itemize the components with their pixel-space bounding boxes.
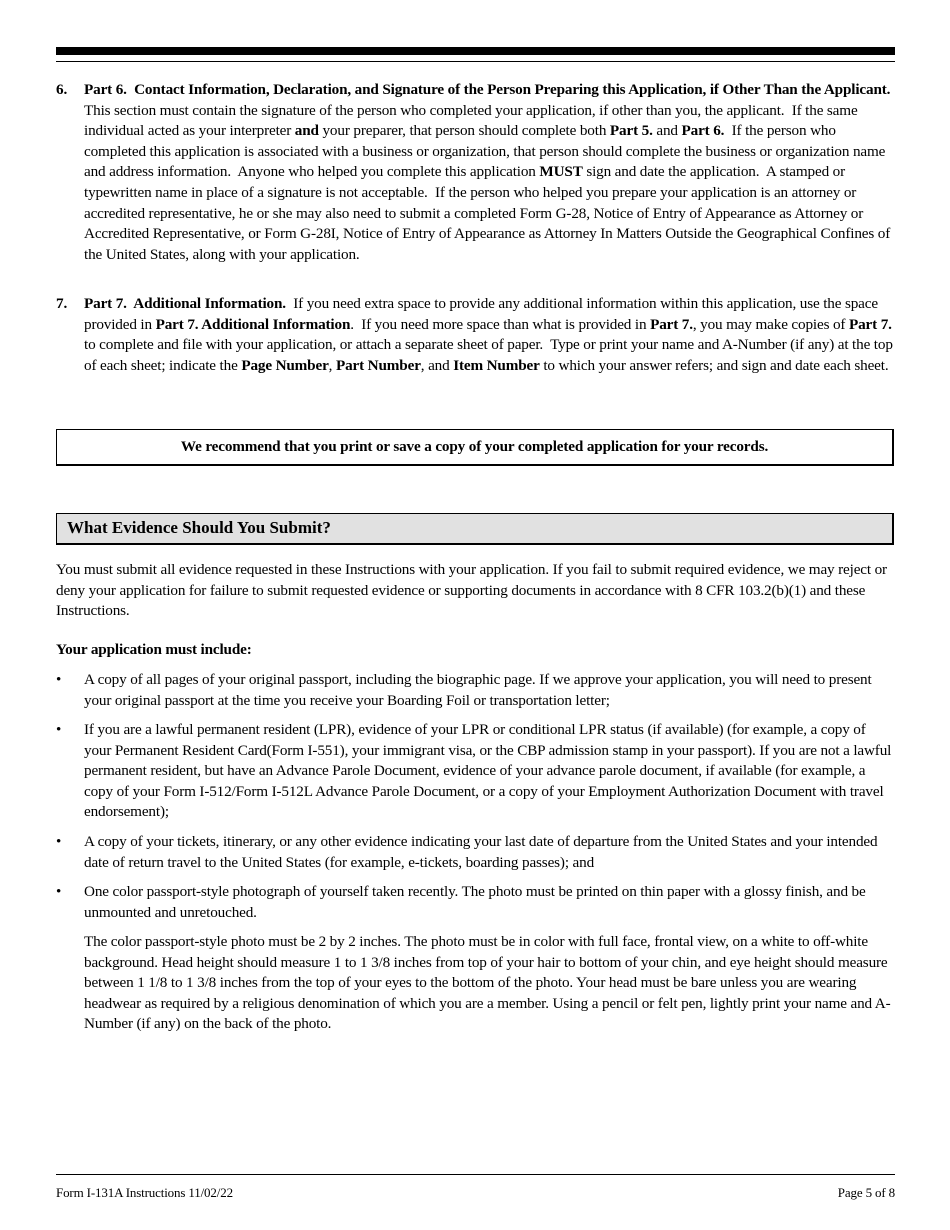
- text-run: This section must contain the signature of the person who completed your application, if other than you, the applicant. If the same individual acted as your interpreter: [84, 81, 898, 140]
- bold-text-run: Item Number: [453, 356, 540, 374]
- evidence-intro-paragraph: You must submit all evidence requested in these Instructions with your application. If you fail to submit required evidence, we may reject or deny your application for failure to submit requested evidence or supporting documents in accordance with 8 CFR 103.2(b)(1) and these Instructions.: [56, 561, 887, 620]
- bold-text-run: Part 6. Contact Information, Declaration, and Signature of the Person Preparing this Application, if Other Than the Applicant.: [84, 81, 891, 98]
- text-run: to which your answer refers; and sign and date each sheet.: [539, 356, 889, 374]
- bullet-icon: •: [56, 833, 62, 850]
- text-run: sign and date the application. A stamped or typewritten name in place of a signature is not acceptable. If the person who helped you prepare your application is an attorney or accredited representative, he or she may also need to submit a completed Form G-28, Notice of Entry of Appearance as Attorney or Accredited Representative, or Form G-28I, Notice of Entry of Appearance as Attorney In Matters Outside the Geographical Confines of the United States, along with your application.: [84, 163, 894, 263]
- header-thin-rule: [56, 61, 895, 62]
- item-number: 7.: [56, 295, 68, 312]
- text-run: , and: [420, 356, 454, 374]
- text-run: . If you need more space than what is provided in: [350, 315, 651, 333]
- bullet-icon: •: [56, 671, 62, 688]
- bold-text-run: Part Number: [335, 356, 421, 374]
- document-page: [56, 0, 898, 1230]
- bold-text-run: Part 7. Additional Information: [155, 315, 351, 333]
- evidence-bullet-photo: [56, 882, 895, 923]
- text-run: to complete and file with your application, or attach a separate sheet of paper. Type or print your name and A-Number (if any) at the top of each sheet; indicate the: [84, 315, 897, 374]
- photo-requirements-paragraph: The color passport-style photo must be 2 by 2 inches. The photo must be in color with full face, frontal view, on a white to off-white background. Head height should measure 1 to 1 3/8 inches from top of your hair to bottom of your chin, and eye height should measure between 1 1/8 to 1 3/8 inches from the top of your eyes to the bottom of the photo. Your head must be bare unless you are wearing headwear as required by a religious denomination of which you are a member. Using a pencil or felt pen, lightly print your name and A-Number (if any) on the back of the photo.: [84, 933, 891, 1033]
- bullet-text: A copy of all pages of your original passport, including the biographic page. If we approve your application, you will need to present your original passport at the time you receive your Boarding Foil or transportation letter;: [84, 671, 872, 709]
- bold-text-run: and: [294, 122, 319, 140]
- bold-text-run: Part 5.: [609, 122, 653, 140]
- section-header-evidence: [56, 513, 894, 545]
- bold-text-run: Part 7.: [650, 315, 693, 333]
- text-run: ,: [328, 356, 336, 374]
- recommendation-notice-box: [56, 429, 894, 466]
- bold-text-run: Part 6.: [681, 122, 725, 140]
- header-thick-bar: [56, 47, 895, 55]
- footer-page-number: Page 5 of 8: [837, 1185, 895, 1200]
- section-title: What Evidence Should You Submit?: [67, 518, 331, 538]
- bullet-icon: •: [56, 721, 62, 738]
- evidence-bullet-passport: [56, 670, 895, 711]
- item-body: [84, 294, 895, 376]
- text-run: If you need extra space to provide any additional information within this application, use the space provided in: [84, 295, 882, 333]
- item-number: 6.: [56, 81, 68, 98]
- bullet-icon: •: [56, 883, 62, 900]
- bullet-text: One color passport-style photograph of yourself taken recently. The photo must be printed on thin paper with a glossy finish, and be unmounted and unretouched.: [84, 883, 866, 921]
- bold-text-run: Page Number: [241, 356, 329, 374]
- evidence-subheading: Your application must include:: [56, 641, 252, 658]
- text-run: , you may make copies of: [692, 315, 849, 333]
- footer-rule: [56, 1174, 895, 1175]
- text-run: your preparer, that person should complete both: [318, 122, 610, 140]
- text-run: and: [652, 122, 682, 140]
- evidence-bullet-lpr-status: [56, 720, 895, 823]
- footer-form-label: Form I-131A Instructions 11/02/22: [56, 1185, 233, 1200]
- bullet-text: If you are a lawful permanent resident (LPR), evidence of your LPR or conditional LPR status (if available) (for example, a copy of your Permanent Resident Card(Form I-551), your immigrant visa, or the CBP admission stamp in your passport). If you are not a lawful permanent resident, but have an Advance Parole Document, evidence of your advance parole document, if available (for example, a copy of your Form I-512/Form I-512L Advance Parole Document, or a copy of your Employment Authorization Document with travel endorsement);: [84, 721, 892, 821]
- instruction-item-part-7: [56, 294, 895, 376]
- text-run: If the person who completed this application is associated with a business or organization, that person should complete the business or organization name and address information. Anyone who helped you complete this application: [84, 122, 889, 181]
- bold-text-run: MUST: [539, 163, 583, 181]
- bold-text-run: Part 7. Additional Information.: [84, 295, 286, 312]
- evidence-bullet-tickets: [56, 832, 895, 873]
- item-body: [84, 80, 898, 265]
- bold-text-run: Part 7.: [848, 315, 892, 333]
- bullet-text: A copy of your tickets, itinerary, or any other evidence indicating your last date of departure from the United States and your intended date of return travel to the United States (for example, e-tickets, boarding passes); and: [84, 833, 878, 871]
- instruction-item-part-6: [56, 80, 898, 265]
- recommendation-notice-text: We recommend that you print or save a copy of your completed application for your records.: [180, 437, 769, 455]
